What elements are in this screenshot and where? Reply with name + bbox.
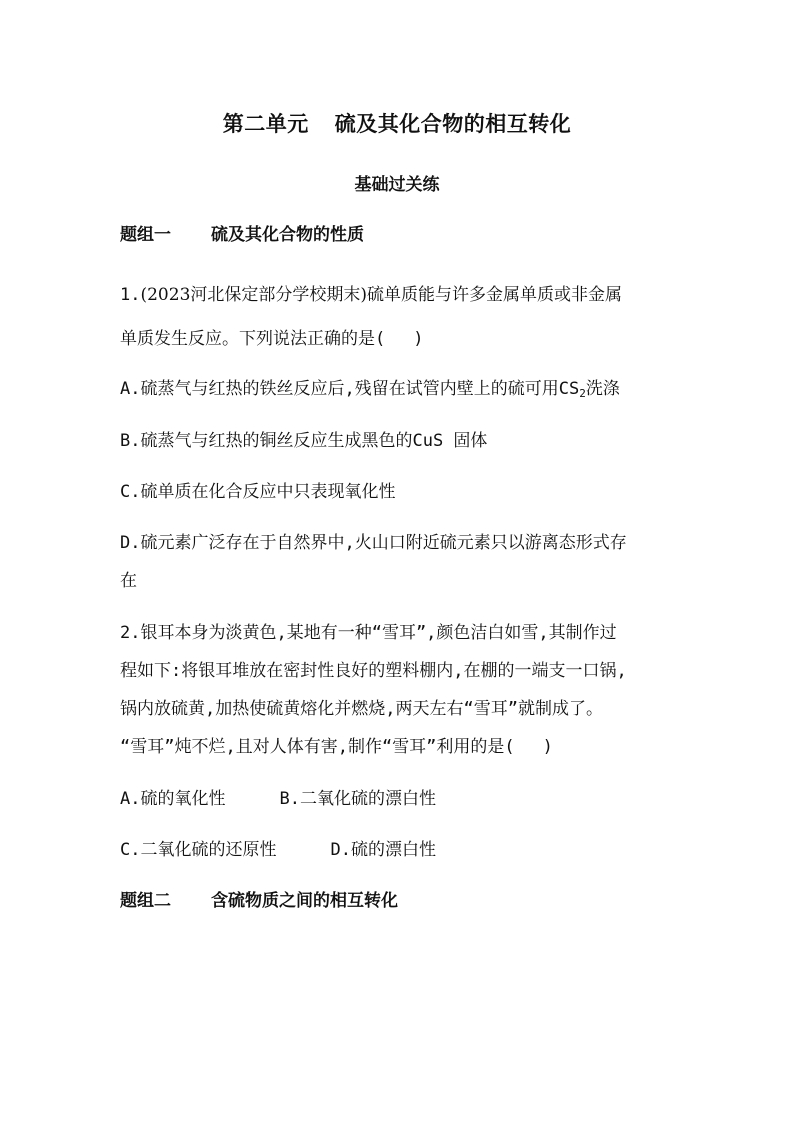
question-2-line-3: 锅内放硫黄,加热使硫黄熔化并燃烧,两天左右“雪耳”就制成了。 (120, 699, 603, 719)
page-title (0, 108, 794, 138)
question-1-option-a-text-end: 洗涤 (585, 379, 620, 399)
question-2-options-row-2 (120, 835, 680, 860)
group-2-name: 含硫物质之间的相互转化 (211, 891, 398, 911)
question-2-option-d: D.硫的漂白性 (330, 840, 436, 860)
question-2-line-1: 2.银耳本身为淡黄色,某地有一种“雪耳”,颜色洁白如雪,其制作过 (120, 623, 617, 643)
question-1-source: (2023河北保定部分学校期末) (140, 285, 368, 305)
question-2-stem-end: “雪耳”炖不烂,且对人体有害,制作“雪耳”利用的是( (120, 737, 515, 757)
question-1-stem-2: 单质发生反应。下列说法正确的是( (120, 329, 386, 349)
question-2-option-b: B.二氧化硫的漂白性 (279, 789, 436, 809)
title-unit: 第二单元 (222, 111, 309, 136)
question-2-line-2: 程如下:将银耳堆放在密封性良好的塑料棚内,在棚的一端支一口锅, (120, 661, 627, 681)
question-2-options-row-1 (120, 784, 680, 809)
question-2-line-4 (120, 732, 680, 757)
question-1-option-a-text: A.硫蒸气与红热的铁丝反应后,残留在试管内壁上的硫可用CS (120, 379, 580, 399)
group-1-name: 硫及其化合物的性质 (211, 225, 364, 245)
question-1-option-c: C.硫单质在化合反应中只表现氧化性 (120, 482, 396, 502)
question-1-number: 1. (120, 285, 141, 305)
title-name: 硫及其化合物的相互转化 (334, 111, 572, 136)
question-1-line-1 (120, 280, 680, 305)
group-2-label: 题组二 (120, 891, 171, 911)
question-2-paren-close: ) (542, 737, 553, 757)
question-1-option-a (120, 374, 680, 400)
group-heading-1 (120, 220, 364, 245)
question-1-paren-close: ) (413, 329, 424, 349)
question-1-option-d-line-1: D.硫元素广泛存在于自然界中,火山口附近硫元素只以游离态形式存 (120, 533, 627, 553)
group-heading-2 (120, 886, 398, 911)
question-1-option-a-subscript: 2 (579, 387, 586, 400)
question-2-option-a: A.硫的氧化性 (120, 789, 226, 809)
question-2-option-c: C.二氧化硫的还原性 (120, 840, 277, 860)
group-1-label: 题组一 (120, 225, 171, 245)
question-1-option-b: B.硫蒸气与红热的铜丝反应生成黑色的CuS 固体 (120, 431, 488, 451)
question-1-option-d-line-2: 在 (120, 571, 137, 591)
question-1-stem-1: 硫单质能与许多金属单质或非金属 (367, 285, 623, 305)
question-1-line-2 (120, 324, 680, 349)
section-subtitle: 基础过关练 (354, 175, 440, 195)
